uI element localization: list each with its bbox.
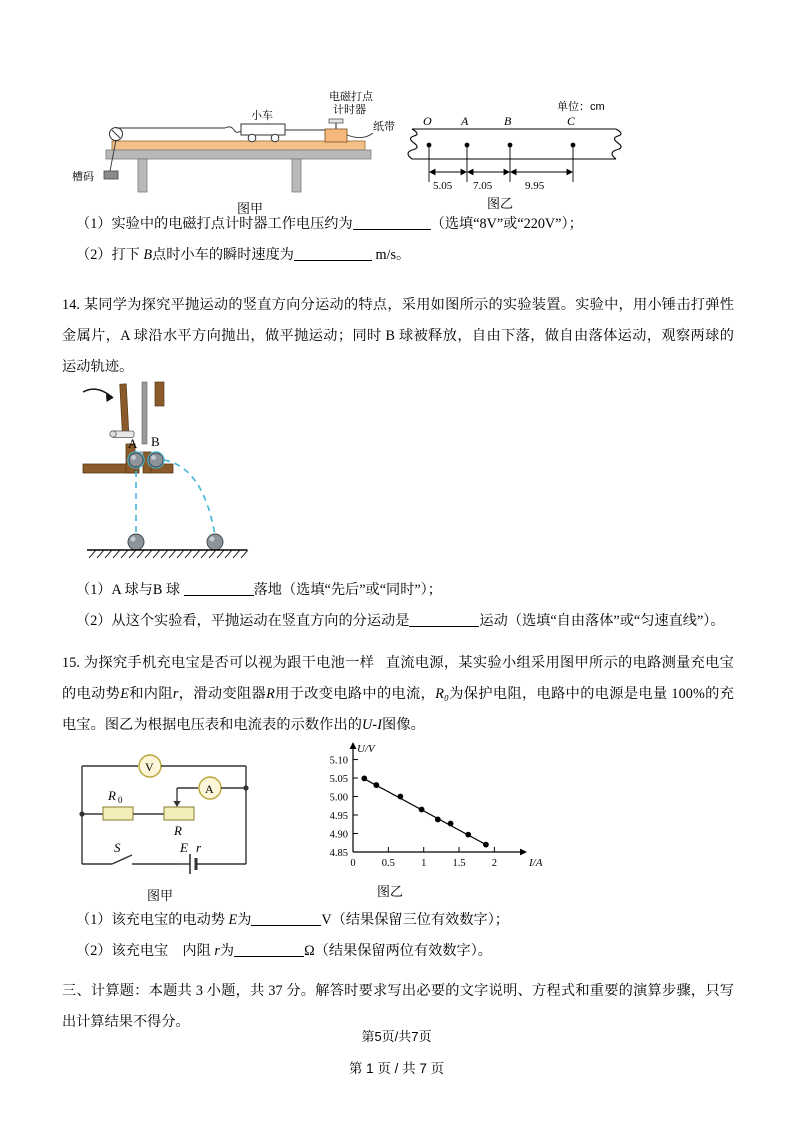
tape-point-C: C — [567, 114, 576, 128]
figure-13-yi-caption: 图乙 — [486, 196, 513, 211]
figure-15-circuit-caption: 图甲 — [146, 888, 173, 903]
tape-point-A: A — [461, 114, 469, 128]
x-tick-label: 0 — [350, 858, 356, 869]
projectile-apparatus-diagram — [75, 372, 255, 568]
label-ball-A: A — [128, 436, 138, 451]
data-point — [483, 842, 489, 848]
y-tick-label: 5.00 — [329, 792, 348, 804]
label-internal-r: r — [196, 840, 202, 855]
y-tick-label: 4.95 — [329, 811, 348, 823]
q13-sub1-suffix: （选填“8V”或“220V”）； — [430, 216, 583, 232]
paper-tape-diagram — [410, 96, 660, 196]
circuit-diagram — [70, 748, 295, 880]
q14-sub2-mid: 运动（选填“自由落体”或“匀速直线”）。 — [479, 613, 725, 629]
q14-sub2 — [62, 606, 734, 637]
q15-sub2-suffix: （结果保留两位有效数字）。 — [314, 943, 492, 959]
u-i-chart — [305, 740, 543, 880]
label-timer-line1: 电磁打点 — [329, 91, 373, 103]
q15-body-2: 直流电源，某实验小组采用图甲所示的电路测量充电宝的电动势 — [62, 655, 734, 702]
q15-sub1-prefix: （1）该充电宝的电动势 — [76, 912, 225, 928]
q15-body-1: 为探究手机充电宝是否可以视为跟干电池一样 — [83, 655, 375, 671]
q14-sub2-blank[interactable] — [409, 612, 479, 627]
figure-15-circuit — [70, 748, 295, 903]
q15-sub1-blank[interactable] — [251, 911, 321, 926]
q13-sub2-var: B — [143, 247, 153, 263]
data-point — [397, 794, 403, 800]
x-tick-label: 0.5 — [381, 858, 395, 869]
figure-13-jia-caption: 图甲 — [236, 201, 263, 216]
q13-sub1-blank[interactable] — [353, 215, 431, 230]
tape-interval-2: 7.05 — [473, 180, 493, 192]
q15-sub2-mid: 为 — [219, 943, 235, 959]
label-R0: R — [108, 788, 116, 803]
tape-interval-3: 9.95 — [525, 180, 545, 192]
label-timer-line2: 计时器 — [333, 104, 366, 116]
q13-sub2-prefix-a: （2）打下 — [76, 247, 140, 263]
q15-number: 15. — [62, 655, 81, 671]
label-emf: E — [180, 840, 188, 855]
figure-14-projectile — [75, 372, 255, 568]
q15-sub1-unit: V — [321, 912, 332, 928]
data-point — [465, 832, 471, 838]
q15-var-R: R — [266, 686, 275, 702]
q13-sub2-prefix-b: 点时小车的瞬时速度为 — [152, 247, 294, 263]
q13-sub2-blank[interactable] — [294, 246, 372, 261]
x-tick-label: 1 — [421, 858, 427, 869]
label-tape: 纸带 — [373, 121, 395, 133]
label-R: R — [174, 823, 182, 838]
q15-sub2-unit: Ω — [304, 943, 315, 959]
q15-var-R0: R₀ — [435, 686, 449, 702]
figure-13-jia — [70, 88, 400, 216]
y-tick-label: 4.85 — [329, 848, 348, 859]
q15-body-3: 和内阻 — [128, 686, 173, 702]
y-tick-label: 5.05 — [329, 774, 348, 786]
label-ball-B: B — [151, 434, 160, 449]
x-tick-label: 2 — [491, 858, 498, 869]
q13-sub2-unit: m/s。 — [375, 247, 411, 263]
data-point — [361, 776, 367, 782]
q15-sub2-blank[interactable] — [234, 942, 304, 957]
tape-unit-label: 单位：cm — [557, 101, 605, 113]
q14-sub1-prefix: （1）A 球与B 球 — [76, 582, 181, 598]
q13-sub2 — [62, 240, 734, 271]
footer-page-inner: 第5页/共7页 — [361, 1029, 432, 1044]
q15-stem — [62, 648, 734, 741]
q14-sub1-blank[interactable] — [184, 581, 254, 596]
q15-sub1-suffix: （结果保留三位有效数字）； — [331, 912, 509, 928]
data-point — [448, 821, 454, 827]
q15-body-6: 为保护电阻，电路中的电源是电量 100%的充电宝。图乙为根据电压表和电流表的示数作出的 — [62, 686, 734, 733]
y-tick-label: 4.90 — [329, 829, 348, 841]
y-axis-label: U/V — [357, 743, 375, 755]
label-switch: S — [114, 840, 121, 855]
q15-var-E: E — [120, 686, 129, 702]
data-point — [419, 807, 425, 813]
figure-15-graph — [305, 740, 543, 899]
q15-var-UI: U-I — [362, 717, 383, 733]
q15-body-5: 用于改变电路中的电流， — [274, 686, 436, 702]
q15-sub1 — [62, 905, 734, 936]
x-axis-label: I/A — [529, 857, 543, 869]
q14-sub1 — [62, 575, 734, 606]
q15-body-7: 图像。 — [382, 717, 425, 733]
q15-sub2-var: r — [214, 943, 220, 959]
q15-sub1-mid: 为 — [237, 912, 252, 928]
x-tick-label: 1.5 — [452, 858, 466, 869]
q15-var-r: r — [172, 686, 179, 702]
figure-15-graph-caption: 图乙 — [376, 884, 403, 899]
y-tick-label: 5.10 — [329, 755, 348, 767]
tape-point-O: O — [423, 114, 432, 128]
voltmeter-label: V — [145, 760, 154, 774]
q15-sub2 — [62, 936, 734, 967]
q15-sub1-var: E — [228, 912, 238, 928]
ammeter-label: A — [205, 782, 214, 796]
q14-sub2-prefix: （2）从这个实验看，平抛运动在竖直方向的分运动是 — [76, 613, 410, 629]
q13-sub1-prefix: （1）实验中的电磁打点计时器工作电压约为 — [76, 216, 353, 232]
label-cart: 小车 — [251, 110, 273, 122]
data-point — [435, 817, 441, 823]
q15-sub2-prefix: （2）该充电宝 内阻 — [76, 943, 211, 959]
q14-sub1-suffix: 落地（选填“先后”或“同时”）； — [253, 582, 442, 598]
label-R0-sub: 0 — [118, 795, 123, 805]
q14-number: 14. — [62, 297, 81, 313]
q13-sub1 — [62, 209, 734, 240]
figure-13-yi — [410, 96, 660, 211]
label-weight: 槽码 — [72, 171, 94, 183]
footer-page-outer: 第 1 页 / 共 7 页 — [348, 1061, 445, 1076]
section-3-heading: 三、计算题：本题共 3 小题，共 37 分。解答时要求写出必要的文字说明、方程式和重要的演算步骤，只写出计算结果不得分。 — [62, 983, 734, 1030]
q14-stem — [62, 290, 734, 383]
incline-track-diagram — [70, 88, 400, 200]
q14-body: 某同学为探究平抛运动的竖直方向分运动的特点，采用如图所示的实验装置。实验中，用小锤击打弹性金属片，A 球沿水平方向抛出，做平抛运动；同时 B 球被释放，自由下落，做自由落体运动，观察两球的运动轨迹。 — [62, 297, 734, 375]
q15-body-4: ，滑动变阻器 — [178, 686, 267, 702]
tape-point-B: B — [504, 114, 512, 128]
tape-interval-1: 5.05 — [433, 180, 453, 192]
data-point — [373, 782, 379, 788]
